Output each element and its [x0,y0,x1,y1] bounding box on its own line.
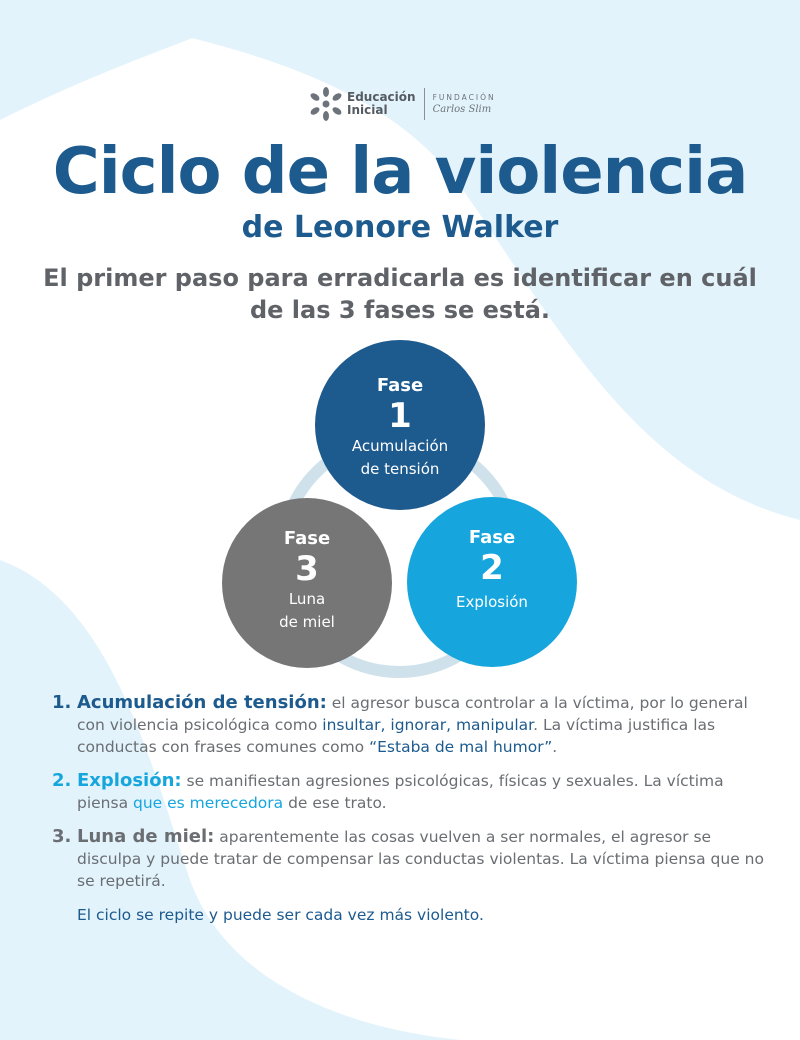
phase-3-label-line2: de miel [279,613,335,631]
phase-2-label-line1: Explosión [456,593,528,611]
phase-3-number: 3 [295,549,319,589]
phase-1-label-line1: Acumulación [351,437,449,455]
page-subtitle: de Leonore Walker [241,210,559,245]
lead-line-2: de las 3 fases se está. [249,296,551,324]
phase-1-fase-label: Fase [376,375,424,396]
item-2-heading: Explosión: [77,770,182,791]
page-title: Ciclo de la violencia [52,135,748,209]
logo-brand-line2: Inicial [347,103,388,117]
item-3-text-1: aparentemente las cosas vuelven a ser normales, el agresor se disculpa y puede tratar de compensar las conductas violentas. La víctima piensa que no se repetirá. [77,828,764,890]
closing-statement: El ciclo se repite y puede ser cada vez más violento. [77,906,484,924]
item-1-text-1: el agresor busca controlar a la víctima, por lo general con violencia psicológica como [77,694,748,734]
item-2-text-2: de ese trato. [283,794,387,812]
logo-brand-line1: Educación [347,90,416,104]
item-1-number: 1. [52,692,72,713]
logo-signature: Carlos Slim [432,104,492,115]
item-2-highlight-1: que es merecedora [133,794,284,812]
logo-divider [424,88,425,120]
item-2-text-1: se manifiestan agresiones psicológicas, físicas y sexuales. La víctima piensa [77,772,724,812]
phase-2-fase-label: Fase [468,527,516,548]
item-1-text-3: . [552,738,558,756]
logo-brand [347,91,416,117]
hands-logo-icon [308,86,344,122]
phase-1-label-line2: de tensión [360,460,440,478]
item-1-heading: Acumulación de tensión: [77,692,327,713]
phase-3-label-line1: Luna [288,590,326,608]
logo [308,86,496,122]
item-3-number: 3. [52,826,72,847]
lead-text [20,262,780,326]
list-item-phase-2 [52,770,764,814]
item-3-heading: Luna de miel: [77,826,215,847]
item-2-number: 2. [52,770,72,791]
item-3-body [77,826,764,892]
phase-1-circle [315,340,485,510]
phase-descriptions [52,692,764,926]
phase-2-number: 2 [480,548,504,588]
logo-foundation-label: FUNDACIÓN [432,93,496,102]
list-item-phase-3 [52,826,764,892]
lead-line-1: El primer paso para erradicarla es identificar en cuál [43,264,757,292]
list-item-phase-1 [52,692,764,758]
item-2-body [77,770,764,814]
phase-1-number: 1 [388,396,412,436]
phase-3-circle [222,498,392,668]
item-1-text-2: . La víctima justifica las conductas con frases comunes como [77,716,716,756]
phase-3-fase-label: Fase [283,528,331,549]
item-1-body [77,692,764,758]
phase-2-circle [407,497,577,667]
logo-foundation [433,93,496,115]
item-1-highlight-1: insultar, ignorar, manipular [322,716,534,734]
item-1-highlight-2: “Estaba de mal humor” [369,738,553,756]
